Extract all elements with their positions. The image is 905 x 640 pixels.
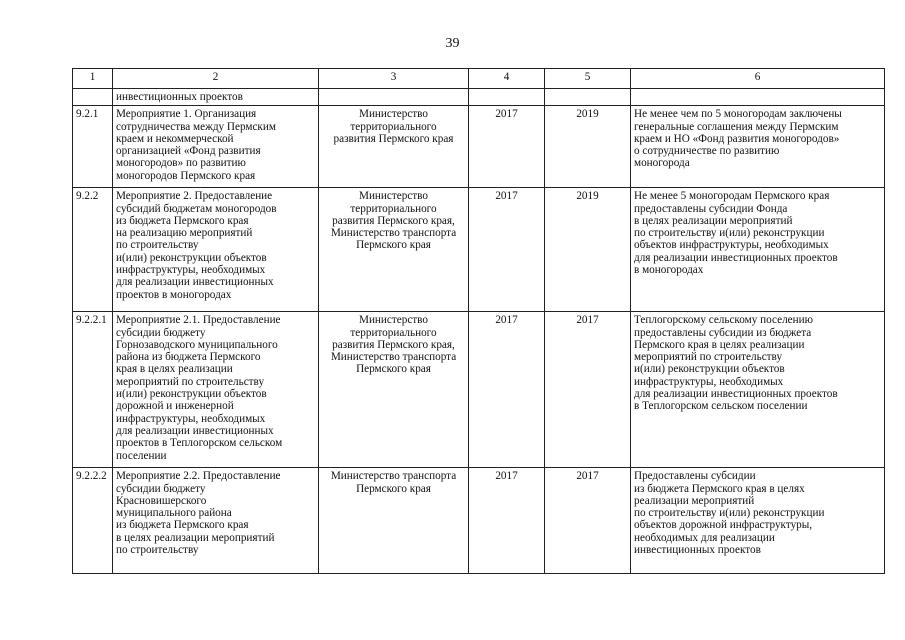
result-line: для реализации инвестиционных проектов bbox=[634, 388, 838, 401]
result-cell bbox=[631, 89, 885, 106]
row-number-cell bbox=[73, 89, 113, 106]
column-header-5: 5 bbox=[545, 69, 631, 89]
result-cell bbox=[631, 312, 885, 468]
table-row bbox=[73, 188, 885, 312]
table-row bbox=[73, 312, 885, 468]
column-header-3: 3 bbox=[319, 69, 469, 89]
result-line: инвестиционных проектов bbox=[634, 544, 761, 557]
result-cell bbox=[631, 106, 885, 188]
event-line: инфраструктуры, необходимых bbox=[116, 264, 266, 277]
event-line: проектов в моногородах bbox=[116, 288, 232, 301]
event-line: Мероприятие 2.2. Предоставление bbox=[116, 470, 281, 483]
executor-line: Министерство транспорта bbox=[330, 351, 457, 364]
event-line: края в целях реализации bbox=[116, 363, 233, 376]
event-cell bbox=[113, 468, 319, 574]
result-line: в моногородах bbox=[634, 264, 704, 277]
end-year-cell bbox=[545, 89, 631, 106]
result-line: Не менее чем по 5 моногородам заключены bbox=[634, 108, 842, 121]
result-line: по строительству и(или) реконструкции bbox=[634, 227, 825, 240]
result-line: объектов дорожной инфраструктуры, bbox=[634, 519, 813, 532]
result-line: предоставлены субсидии Фонда bbox=[634, 202, 788, 215]
column-header-4: 4 bbox=[469, 69, 545, 89]
end-year-cell: 2017 bbox=[545, 312, 631, 468]
executor-cell bbox=[319, 89, 469, 106]
event-line: для реализации инвестиционных bbox=[116, 424, 274, 437]
executor-cell bbox=[319, 106, 469, 188]
executor-line: Пермского края bbox=[356, 482, 431, 495]
column-header-6: 6 bbox=[631, 69, 885, 89]
event-line: субсидий бюджетам моногородов bbox=[116, 202, 277, 215]
result-line: необходимых для реализации bbox=[634, 531, 775, 544]
executor-line: территориального bbox=[350, 120, 437, 133]
result-line: реализации мероприятий bbox=[634, 494, 755, 507]
result-line: в Теплогорском сельском поселении bbox=[634, 400, 808, 413]
table-body bbox=[73, 89, 885, 574]
column-header-2: 2 bbox=[113, 69, 319, 89]
event-line: Горнозаводского муниципального bbox=[116, 338, 278, 351]
event-line: инфраструктуры, необходимых bbox=[116, 412, 266, 425]
event-line: инвестиционных проектов bbox=[116, 91, 243, 103]
event-line: моногородов Пермского края bbox=[116, 169, 256, 182]
row-number-cell: 9.2.1 bbox=[73, 106, 113, 188]
start-year-cell bbox=[469, 89, 545, 106]
table-header bbox=[73, 69, 885, 89]
table-row bbox=[73, 106, 885, 188]
event-line: по строительству bbox=[116, 239, 199, 252]
executor-line: Министерство транспорта bbox=[330, 470, 457, 483]
row-number-cell: 9.2.2 bbox=[73, 188, 113, 312]
start-year-cell: 2017 bbox=[469, 312, 545, 468]
result-line: по строительству и(или) реконструкции bbox=[634, 507, 825, 520]
event-cell bbox=[113, 188, 319, 312]
result-cell bbox=[631, 188, 885, 312]
executor-line: Пермского края bbox=[356, 239, 431, 252]
executor-line: развития Пермского края, bbox=[332, 338, 455, 351]
table-row bbox=[73, 89, 885, 106]
executor-cell bbox=[319, 468, 469, 574]
start-year-cell: 2017 bbox=[469, 106, 545, 188]
event-line: моногородов» по развитию bbox=[116, 157, 246, 170]
end-year-cell: 2019 bbox=[545, 188, 631, 312]
event-line: и(или) реконструкции объектов bbox=[116, 388, 267, 401]
event-line: проектов в Теплогорском сельском bbox=[116, 437, 283, 450]
row-number-cell: 9.2.2.2 bbox=[73, 468, 113, 574]
result-line: инфраструктуры, необходимых bbox=[634, 375, 784, 388]
executor-line: развития Пермского края, bbox=[332, 214, 455, 227]
event-line: мероприятий по строительству bbox=[116, 375, 265, 388]
page-number: 39 bbox=[445, 36, 460, 51]
event-line: сотрудничества между Пермским bbox=[116, 120, 276, 133]
result-line: из бюджета Пермского края в целях bbox=[634, 482, 805, 495]
result-line: о сотрудничестве по развитию bbox=[634, 145, 780, 158]
event-cell bbox=[113, 312, 319, 468]
event-line: и(или) реконструкции объектов bbox=[116, 251, 267, 264]
executor-line: Министерство bbox=[359, 314, 428, 327]
event-line: из бюджета Пермского края bbox=[116, 214, 249, 227]
start-year-cell: 2017 bbox=[469, 188, 545, 312]
event-line: Красновишерского bbox=[116, 494, 207, 507]
result-line: в целях реализации мероприятий bbox=[634, 214, 793, 227]
result-line: мероприятий по строительству bbox=[634, 351, 783, 364]
event-line: субсидии бюджету bbox=[116, 326, 206, 339]
result-line: для реализации инвестиционных проектов bbox=[634, 251, 838, 264]
end-year-cell: 2019 bbox=[545, 106, 631, 188]
event-line: по строительству bbox=[116, 544, 199, 557]
event-line: дорожной и инженерной bbox=[116, 400, 234, 413]
event-line: поселении bbox=[116, 449, 167, 462]
row-number-cell: 9.2.2.1 bbox=[73, 312, 113, 468]
event-line: муниципального района bbox=[116, 507, 232, 520]
event-line: Мероприятие 2. Предоставление bbox=[116, 190, 273, 203]
event-line: краем и некоммерческой bbox=[116, 132, 234, 145]
result-line: Не менее 5 моногородам Пермского края bbox=[634, 190, 830, 203]
event-cell bbox=[113, 89, 319, 106]
executor-line: территориального bbox=[350, 326, 437, 339]
table-row bbox=[73, 468, 885, 574]
result-cell bbox=[631, 468, 885, 574]
header-row bbox=[73, 69, 885, 89]
event-line: для реализации инвестиционных bbox=[116, 276, 274, 289]
result-line: и(или) реконструкции объектов bbox=[634, 363, 785, 376]
executor-cell bbox=[319, 188, 469, 312]
event-line: Мероприятие 1. Организация bbox=[116, 108, 257, 121]
event-cell bbox=[113, 106, 319, 188]
executor-cell bbox=[319, 312, 469, 468]
executor-line: Министерство bbox=[359, 190, 428, 203]
event-line: субсидии бюджету bbox=[116, 482, 206, 495]
executor-line: Пермского края bbox=[356, 363, 431, 376]
start-year-cell: 2017 bbox=[469, 468, 545, 574]
result-line: Предоставлены субсидии bbox=[634, 470, 756, 483]
result-line: Пермского края в целях реализации bbox=[634, 338, 805, 351]
result-line: Теплогорскому сельскому поселению bbox=[634, 314, 813, 327]
measures-table bbox=[72, 68, 885, 574]
event-line: района из бюджета Пермского bbox=[116, 351, 261, 364]
result-line: объектов инфраструктуры, необходимых bbox=[634, 239, 829, 252]
event-line: на реализацию мероприятий bbox=[116, 227, 253, 240]
result-line: краем и НО «Фонд развития моногородов» bbox=[634, 132, 840, 145]
result-line: моногорода bbox=[634, 157, 690, 170]
column-header-1: 1 bbox=[73, 69, 113, 89]
executor-line: территориального bbox=[350, 202, 437, 215]
result-line: предоставлены субсидии из бюджета bbox=[634, 326, 812, 339]
event-line: организацией «Фонд развития bbox=[116, 145, 261, 158]
event-line: из бюджета Пермского края bbox=[116, 519, 249, 532]
end-year-cell: 2017 bbox=[545, 468, 631, 574]
executor-line: Министерство bbox=[359, 108, 428, 121]
event-line: в целях реализации мероприятий bbox=[116, 531, 275, 544]
event-line: Мероприятие 2.1. Предоставление bbox=[116, 314, 281, 327]
result-line: генеральные соглашения между Пермским bbox=[634, 120, 839, 133]
executor-line: развития Пермского края bbox=[333, 132, 454, 145]
executor-line: Министерство транспорта bbox=[330, 227, 457, 240]
